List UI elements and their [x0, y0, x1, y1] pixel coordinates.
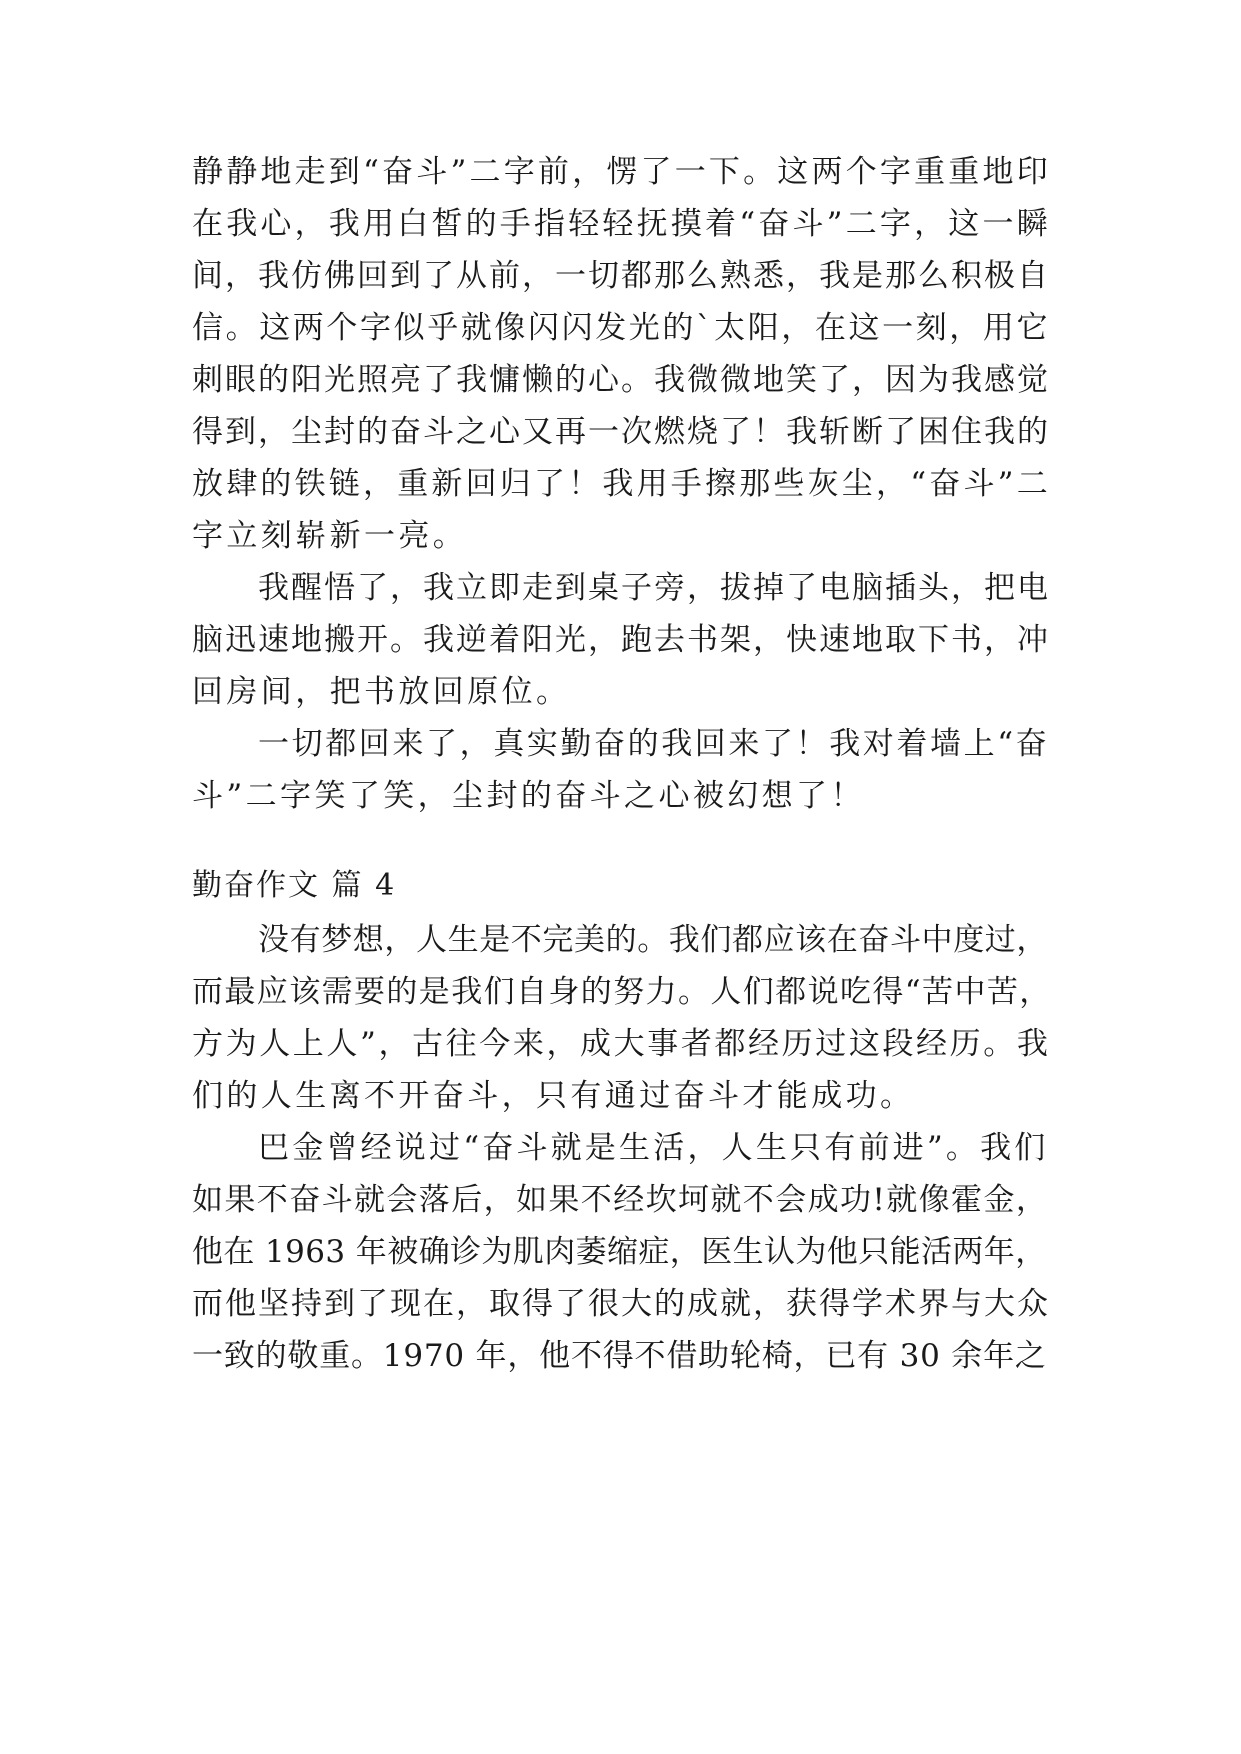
paragraph-line: 刺眼的阳光照亮了我慵懒的心。我微微地笑了，因为我感觉 — [192, 362, 1050, 398]
paragraph-line: 静静地走到“奋斗”二字前，愣了一下。这两个字重重地印 — [192, 154, 1051, 190]
paragraph-line: 一切都回来了，真实勤奋的我回来了！我对着墙上“奋 — [258, 726, 1050, 762]
paragraph-line: 而他坚持到了现在，取得了很大的成就，获得学术界与大众 — [192, 1286, 1050, 1322]
paragraph-line: 没有梦想，人生是不完美的。我们都应该在奋斗中度过， — [258, 922, 1048, 958]
paragraph-line: 一致的敬重。1970 年，他不得不借助轮椅，已有 30 余年之 — [192, 1338, 1047, 1374]
paragraph-line: 信。这两个字似乎就像闪闪发光的`太阳，在这一刻，用它 — [192, 310, 1051, 346]
paragraph-line: 间，我仿佛回到了从前，一切都那么熟悉，我是那么积极自 — [192, 258, 1050, 294]
paragraph-line: 斗”二字笑了笑，尘封的奋斗之心被幻想了！ — [192, 778, 865, 814]
paragraph-line: 字立刻崭新一亮。 — [192, 518, 468, 554]
paragraph-line: 脑迅速地搬开。我逆着阳光，跑去书架，快速地取下书，冲 — [192, 622, 1050, 658]
paragraph-line: 回房间，把书放回原位。 — [192, 674, 571, 710]
paragraph-line: 巴金曾经说过“奋斗就是生活，人生只有前进”。我们 — [258, 1130, 1049, 1166]
paragraph-line: 方为人上人”，古往今来，成大事者都经历过这段经历。我 — [192, 1026, 1051, 1062]
section-heading: 勤奋作文 篇 4 — [192, 868, 397, 903]
paragraph-line: 在我心，我用白皙的手指轻轻抚摸着“奋斗”二字，这一瞬 — [192, 206, 1051, 242]
paragraph-line: 如果不奋斗就会落后，如果不经坎坷就不会成功!就像霍金， — [192, 1182, 1049, 1218]
paragraph-line: 放肆的铁链，重新回归了！我用手擦那些灰尘，“奋斗”二 — [192, 466, 1051, 502]
paragraph-line: 得到，尘封的奋斗之心又再一次燃烧了！我斩断了困住我的 — [192, 414, 1050, 450]
paragraph-line: 他在 1963 年被确诊为肌肉萎缩症，医生认为他只能活两年， — [192, 1234, 1047, 1270]
paragraph-line: 我醒悟了，我立即走到桌子旁，拔掉了电脑插头，把电 — [258, 570, 1050, 606]
paragraph-line: 而最应该需要的是我们自身的努力。人们都说吃得“苦中苦， — [192, 974, 1052, 1010]
paragraph-line: 们的人生离不开奋斗，只有通过奋斗才能成功。 — [192, 1078, 915, 1114]
